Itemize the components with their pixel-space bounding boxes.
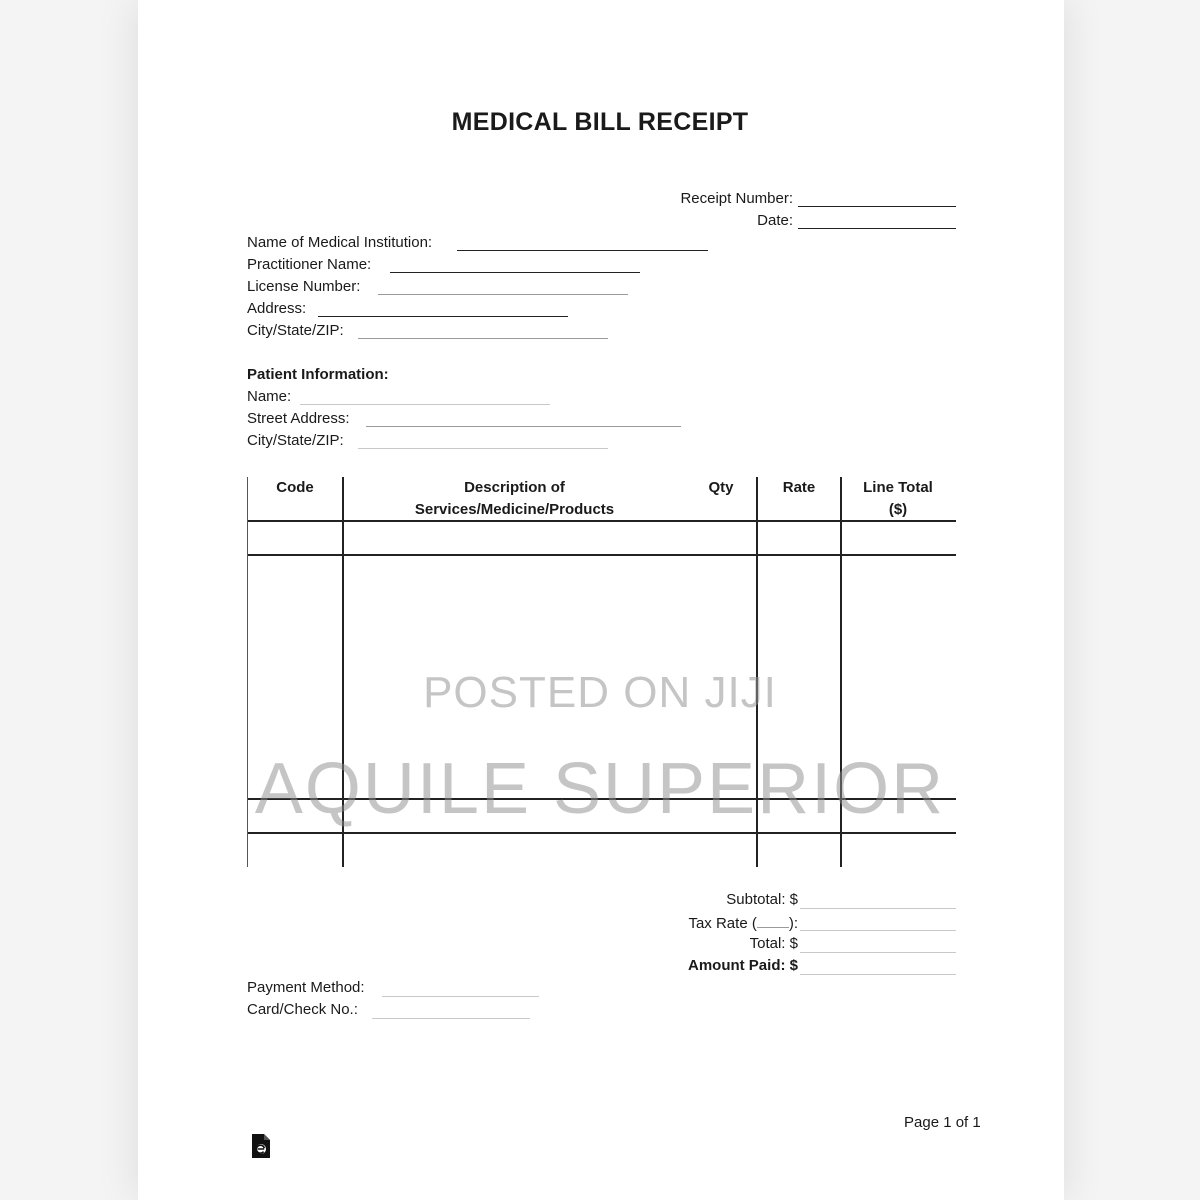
column-header-line-total-line2: ($)	[888, 501, 908, 518]
column-header-qty: Qty	[708, 479, 734, 496]
date-label: Date:	[757, 212, 793, 229]
patient-street-label: Street Address:	[247, 410, 350, 427]
document-title: MEDICAL BILL RECEIPT	[451, 108, 749, 136]
subtotal-label: Subtotal: $	[726, 891, 798, 908]
column-header-description-line2: Services/Medicine/Products	[414, 501, 615, 518]
amount-paid-label: Amount Paid: $	[687, 957, 798, 974]
tax-rate-label-suffix: ):	[788, 915, 798, 932]
total-field[interactable]	[800, 952, 956, 953]
practitioner-label: Practitioner Name:	[247, 256, 372, 273]
patient-info-heading: Patient Information:	[247, 366, 389, 383]
tax-field[interactable]	[800, 930, 956, 931]
table-row[interactable]	[249, 522, 956, 554]
license-field[interactable]	[378, 294, 628, 295]
subtotal-field[interactable]	[800, 908, 956, 909]
city-state-zip-field[interactable]	[358, 338, 608, 339]
column-header-rate: Rate	[782, 479, 816, 496]
card-check-label: Card/Check No.:	[247, 1001, 358, 1018]
column-header-line-total-line1: Line Total	[863, 479, 933, 496]
date-field[interactable]	[798, 228, 956, 229]
license-label: License Number:	[247, 278, 361, 295]
watermark-aquile-superior: AQUILE SUPERIOR	[254, 749, 946, 829]
institution-label: Name of Medical Institution:	[247, 234, 433, 251]
address-field[interactable]	[318, 316, 568, 317]
patient-name-label: Name:	[247, 388, 292, 405]
receipt-number-field[interactable]	[798, 206, 956, 207]
patient-name-field[interactable]	[300, 404, 550, 405]
eforms-logo-icon	[251, 1133, 271, 1159]
institution-field[interactable]	[457, 250, 708, 251]
column-header-code: Code	[276, 479, 314, 496]
amount-paid-field[interactable]	[800, 974, 956, 975]
card-check-field[interactable]	[372, 1018, 530, 1019]
patient-city-label: City/State/ZIP:	[247, 432, 344, 449]
patient-city-field[interactable]	[358, 448, 608, 449]
city-state-zip-label: City/State/ZIP:	[247, 322, 344, 339]
total-label: Total: $	[749, 935, 798, 952]
table-row[interactable]	[249, 834, 956, 867]
patient-street-field[interactable]	[366, 426, 681, 427]
column-header-description-line1: Description of	[464, 479, 565, 496]
tax-rate-label	[580, 913, 798, 932]
tax-rate-label-prefix: Tax Rate (	[688, 915, 757, 932]
address-label: Address:	[247, 300, 307, 317]
page-number: Page 1 of 1	[904, 1114, 981, 1131]
payment-method-label: Payment Method:	[247, 979, 365, 996]
payment-method-field[interactable]	[382, 996, 539, 997]
receipt-number-label: Receipt Number:	[680, 190, 793, 207]
practitioner-field[interactable]	[390, 272, 640, 273]
tax-rate-input[interactable]	[757, 913, 789, 928]
watermark-posted-on-jiji: POSTED ON JIJI	[423, 668, 777, 717]
